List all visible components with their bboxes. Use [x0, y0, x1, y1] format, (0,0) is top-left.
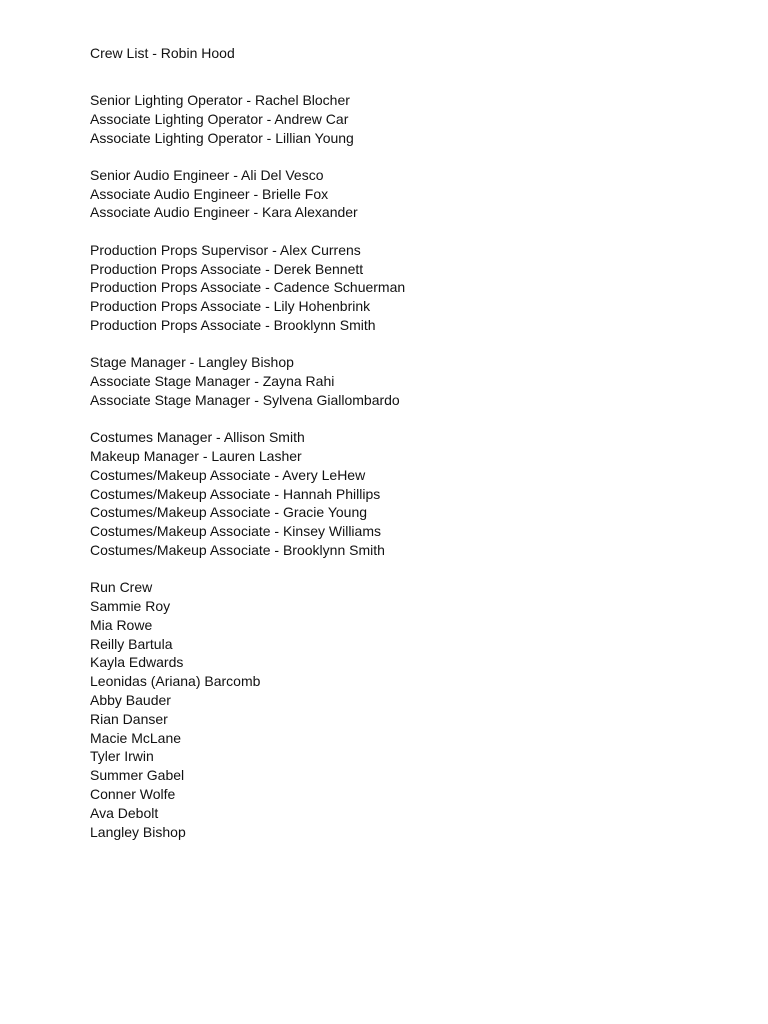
crew-section [90, 428, 730, 560]
crew-list-line: Costumes/Makeup Associate - Hannah Phillips [90, 485, 381, 502]
crew-list-line: Senior Lighting Operator - Rachel Blocher [90, 92, 350, 108]
crew-list-line: Kayla Edwards [90, 654, 184, 671]
crew-list-line: Production Props Associate - Lily Hohenbrink [90, 298, 371, 315]
crew-list-line: Production Props Associate - Brooklynn Smith [90, 316, 376, 333]
crew-list-line: Leonidas (Ariana) Barcomb [90, 673, 261, 690]
crew-list-line: Makeup Manager - Lauren Lasher [90, 447, 302, 464]
crew-list-line: Costumes/Makeup Associate - Gracie Young [90, 504, 368, 521]
crew-list-line: Ava Debolt [90, 804, 159, 821]
crew-list-line: Sammie Roy [90, 598, 171, 615]
crew-list-line: Run Crew [90, 579, 153, 596]
crew-list-line: Rian Danser [90, 710, 168, 727]
crew-list-line: Stage Manager - Langley Bishop [90, 354, 294, 371]
crew-list-line: Associate Lighting Operator - Andrew Car [90, 110, 349, 127]
crew-list-line: Costumes Manager - Allison Smith [90, 429, 305, 446]
crew-list-line: Production Props Supervisor - Alex Currens [90, 241, 361, 258]
crew-section [90, 578, 730, 841]
crew-list-line: Tyler Irwin [90, 748, 154, 765]
document-title: Crew List - Robin Hood [90, 45, 235, 61]
crew-section [90, 353, 730, 409]
crew-list-line: Langley Bishop [90, 823, 186, 840]
crew-list-line: Production Props Associate - Cadence Schuerman [90, 279, 406, 296]
crew-section [90, 166, 730, 222]
crew-list-line: Costumes/Makeup Associate - Brooklynn Smith [90, 541, 385, 558]
crew-list-line: Associate Lighting Operator - Lillian Young [90, 129, 354, 146]
crew-list-line: Mia Rowe [90, 616, 153, 633]
crew-list-line: Associate Audio Engineer - Brielle Fox [90, 185, 329, 202]
crew-list-line: Associate Stage Manager - Sylvena Giallombardo [90, 391, 400, 408]
document-page [90, 44, 730, 860]
crew-list-line: Reilly Bartula [90, 635, 173, 652]
crew-list-line: Associate Audio Engineer - Kara Alexander [90, 204, 358, 221]
crew-list-line: Conner Wolfe [90, 786, 176, 802]
crew-list-line: Macie McLane [90, 729, 182, 746]
crew-list-line: Summer Gabel [90, 767, 185, 784]
crew-sections [90, 91, 730, 841]
crew-list-line: Production Props Associate - Derek Bennett [90, 260, 364, 277]
crew-list-line: Costumes/Makeup Associate - Kinsey Williams [90, 523, 381, 540]
crew-list-line: Costumes/Makeup Associate - Avery LeHew [90, 466, 366, 483]
crew-list-line: Abby Bauder [90, 692, 171, 709]
crew-section [90, 91, 730, 147]
crew-list-line: Associate Stage Manager - Zayna Rahi [90, 373, 335, 390]
crew-list-line: Senior Audio Engineer - Ali Del Vesco [90, 166, 324, 183]
crew-section [90, 241, 730, 335]
